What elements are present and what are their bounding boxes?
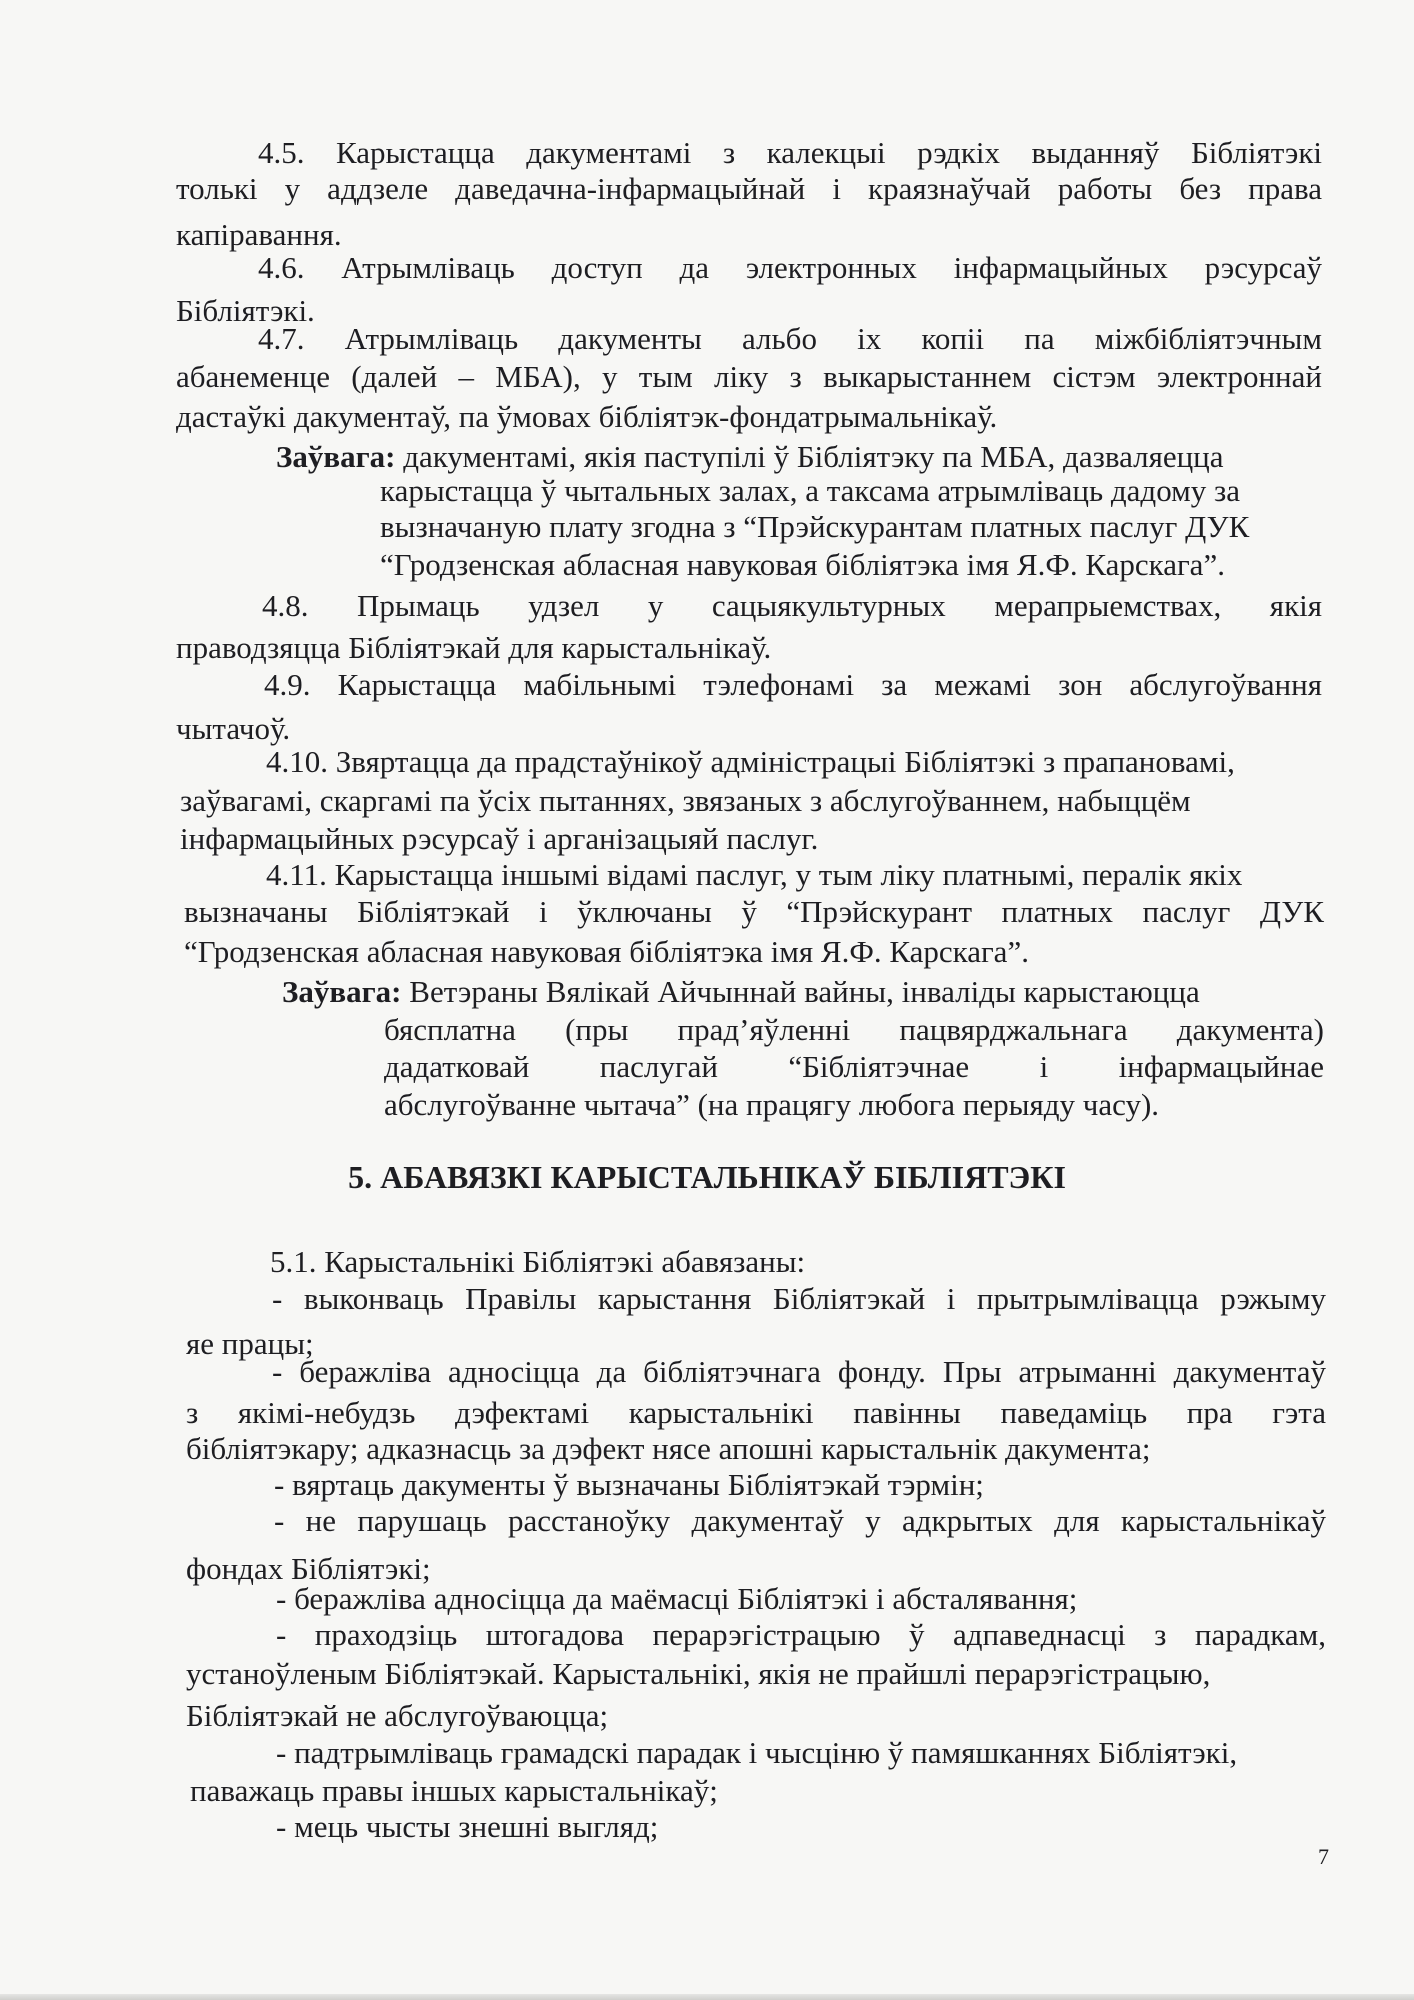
text-line: заўвагамі, скаргамі па ўсіх пытаннях, звязаных з абслугоўваннем, набыццём xyxy=(180,783,1191,818)
text-line: бібліятэкару; адказнасць за дэфект нясе апошні карыстальнік дакумента; xyxy=(186,1431,1151,1466)
text-line: 4.10. Звяртацца да прадстаўнікоў адміністрацыі Бібліятэкі з прапановамі, xyxy=(266,744,1235,779)
text-line: паважаць правы іншых карыстальнікаў; xyxy=(190,1773,718,1808)
text-line: праводзяцца Бібліятэкай для карыстальнікаў. xyxy=(176,630,772,665)
text-line: 4.11. Карыстацца іншымі відамі паслуг, у тым ліку платнымі, пералік якіх xyxy=(266,857,1243,892)
section-heading: 5. АБАВЯЗКІ КАРЫСТАЛЬНІКАЎ БІБЛІЯТЭКІ xyxy=(348,1159,1066,1195)
note-line: вызначаную плату згодна з “Прэйскурантам платных паслуг ДУК xyxy=(380,509,1250,544)
text-line: 5.1. Карыстальнікі Бібліятэкі абавязаны: xyxy=(270,1244,806,1279)
note-line: карыстацца ў чытальных залах, а таксама атрымліваць дадому за xyxy=(380,473,1240,508)
text-line: - выконваць Правілы карыстання Бібліятэкай і прытрымлівацца рэжыму xyxy=(272,1281,1326,1316)
note-label: Заўвага: xyxy=(276,439,396,474)
text-line: Бібліятэкі. xyxy=(176,293,315,328)
text-line: устаноўленым Бібліятэкай. Карыстальнікі, якія не прайшлі перарэгістрацыю, xyxy=(186,1656,1211,1691)
text-line: 4.6. Атрымліваць доступ да электронных інфармацыйных рэсурсаў xyxy=(258,250,1322,285)
text-line: капіравання. xyxy=(176,217,342,252)
text-line: чытачоў. xyxy=(176,711,291,746)
text-line: абанеменце (далей – МБА), у тым ліку з выкарыстаннем сістэм электроннай xyxy=(176,359,1322,394)
text-line: - вяртаць дакументы ў вызначаны Бібліятэкай тэрмін; xyxy=(274,1467,984,1502)
text-line: Бібліятэкай не абслугоўваюцца; xyxy=(186,1698,609,1733)
page-number: 7 xyxy=(1318,1844,1329,1869)
text-line: - мець чысты знешні выгляд; xyxy=(276,1809,659,1844)
text-line: - не парушаць расстаноўку дакументаў у адкрытых для карыстальнікаў xyxy=(274,1503,1326,1538)
note-line: “Гродзенская абласная навуковая бібліятэка імя Я.Ф. Карскага”. xyxy=(380,547,1225,582)
text-line: - падтрымліваць грамадскі парадак і чысціню ў памяшканнях Бібліятэкі, xyxy=(276,1735,1238,1770)
note-text: дакументамі, якія паступілі ў Бібліятэку па МБА, дазваляецца xyxy=(403,439,1224,474)
text-line: дастаўкі дакументаў, па ўмовах бібліятэк-фондатрымальнікаў. xyxy=(176,399,998,434)
note-line: бясплатна (пры прад’яўленні пацвярджальнага дакумента) xyxy=(384,1012,1324,1047)
note-line: дадатковай паслугай “Бібліятэчнае і інфармацыйнае xyxy=(384,1049,1324,1084)
text-line: вызначаны Бібліятэкай і ўключаны ў “Прэйскурант платных паслуг ДУК xyxy=(184,894,1324,929)
text-line: - беражліва адносіцца да бібліятэчнага фонду. Пры атрыманні дакументаў xyxy=(272,1354,1326,1389)
text-line: “Гродзенская абласная навуковая бібліятэка імя Я.Ф. Карскага”. xyxy=(184,934,1029,969)
text-line: інфармацыйных рэсурсаў і арганізацыяй паслуг. xyxy=(180,821,819,856)
note-line: абслугоўванне чытача” (на працягу любога перыяду часу). xyxy=(384,1087,1160,1122)
text-line: 4.7. Атрымліваць дакументы альбо іх копіі па міжбібліятэчным xyxy=(258,321,1322,356)
text-line: - праходзіць штогадова перарэгістрацыю ў адпаведнасці з парадкам, xyxy=(276,1617,1326,1652)
text-line: яе працы; xyxy=(186,1326,314,1361)
text-line: 4.5. Карыстацца дакументамі з калекцыі рэдкіх выданняў Бібліятэкі xyxy=(258,135,1322,170)
text-line: 4.9. Карыстацца мабільнымі тэлефонамі за межамі зон абслугоўвання xyxy=(264,667,1322,702)
note-text: Ветэраны Вялікай Айчыннай вайны, інваліды карыстаюцца xyxy=(409,974,1200,1009)
text-line: 4.8. Прымаць удзел у сацыякультурных мерапрыемствах, якія xyxy=(262,588,1322,623)
page-edge xyxy=(0,1994,1414,2000)
text-line: - беражліва адносіцца да маёмасці Бібліятэкі і абсталявання; xyxy=(276,1581,1078,1616)
text-line: з якімі-небудзь дэфектамі карыстальнікі павінны паведаміць пра гэта xyxy=(186,1395,1326,1430)
text-line: фондах Бібліятэкі; xyxy=(186,1551,431,1586)
note-label: Заўвага: xyxy=(282,974,402,1009)
text-line: толькі у аддзеле даведачна-інфармацыйнай і краязнаўчай работы без права xyxy=(176,171,1322,206)
note-line xyxy=(276,438,1224,476)
note-line xyxy=(282,973,1200,1011)
